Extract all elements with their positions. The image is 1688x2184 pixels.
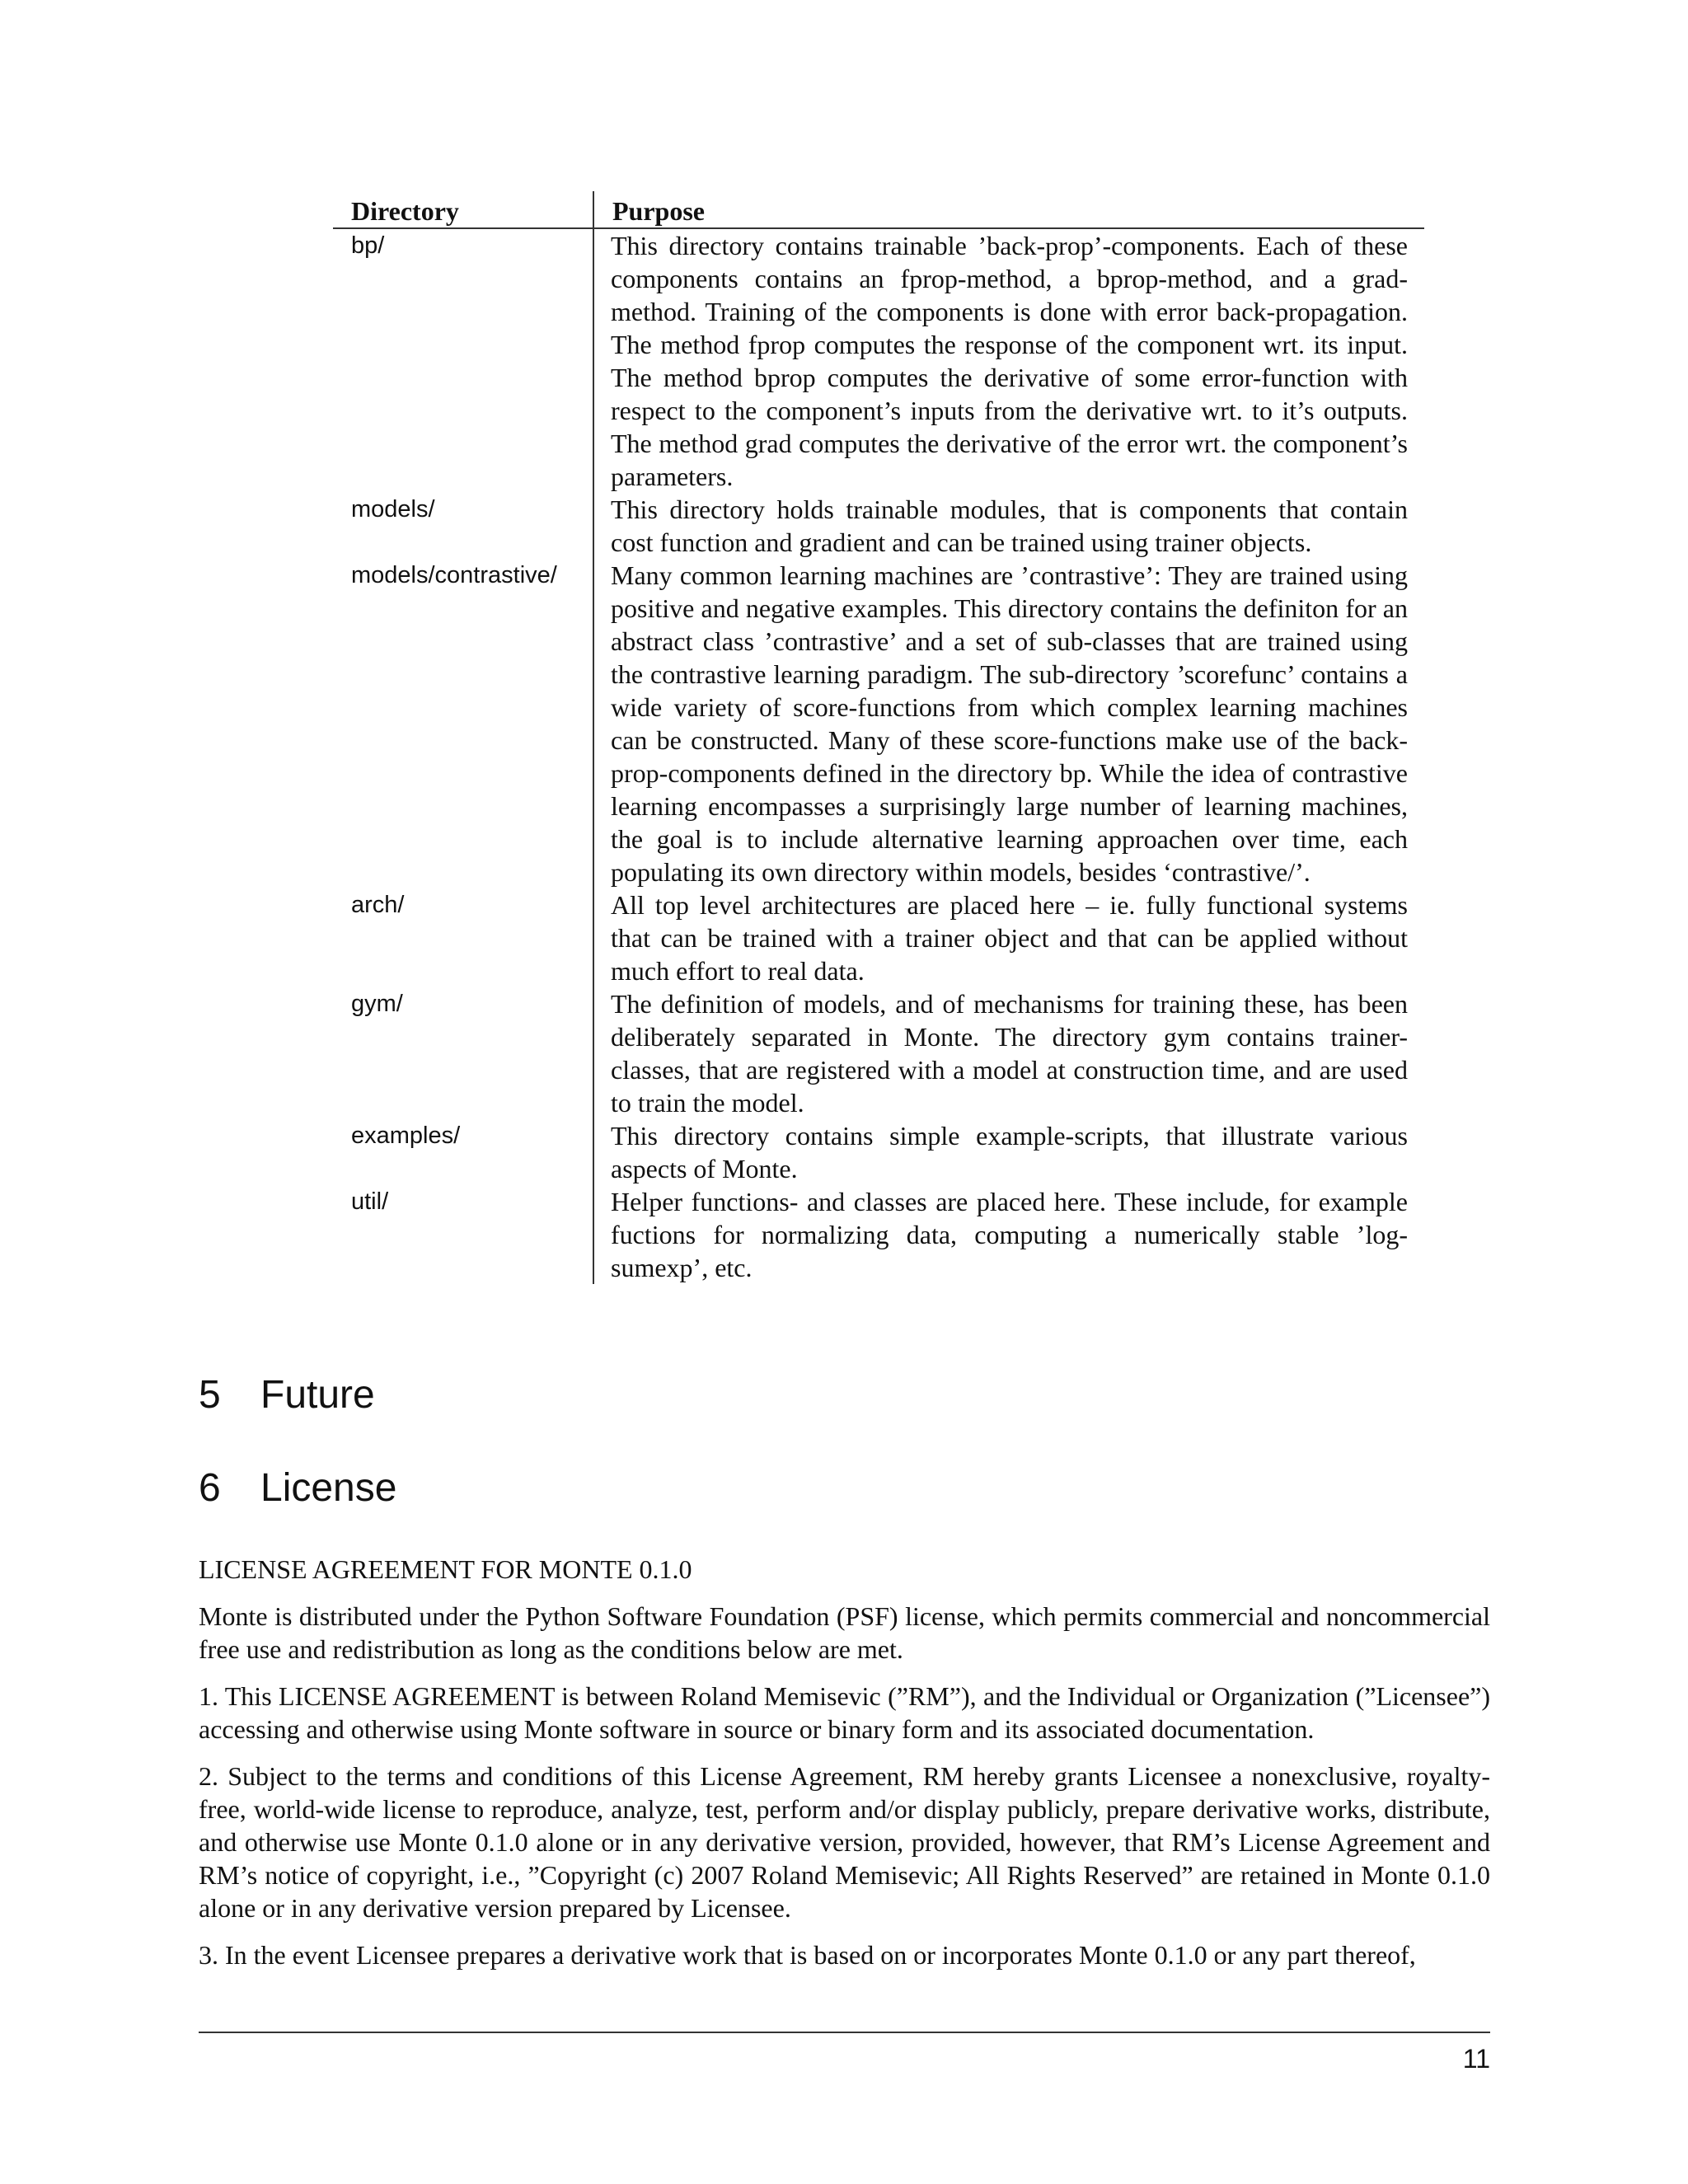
directory-table (333, 191, 1424, 1284)
directory-cell: util/ (351, 1188, 389, 1215)
section-number: 6 (199, 1466, 221, 1510)
purpose-cell: This directory contains simple example-scripts, that illustrate various aspects of Monte. (593, 1119, 1424, 1185)
directory-cell: bp/ (351, 232, 385, 259)
license-text (199, 1553, 1490, 1985)
table-row (333, 493, 1424, 559)
license-clause: 2. Subject to the terms and conditions of this License Agreement, RM hereby grants Licensee a nonexclusive, royalty-free, world-wide license to reproduce, analyze, test, perform and/or display publicly, prepare derivative works, distribute, and otherwise use Monte 0.1.0 alone or in any derivative version, provided, however, that RM’s License Agreement and RM’s notice of copyright, i.e., ”Copyright (c) 2007 Roland Memisevic; All Rights Reserved” are retained in Monte 0.1.0 alone or in any derivative version prepared by Licensee. (199, 1761, 1490, 1923)
purpose-cell: The definition of models, and of mechanisms for training these, has been deliberately separated in Monte. The directory gym contains trainer-classes, that are registered with a model at construction time, and are used to train the model. (593, 987, 1424, 1119)
table-row (333, 559, 1424, 888)
section-heading-future (199, 1372, 375, 1418)
license-title: LICENSE AGREEMENT FOR MONTE 0.1.0 (199, 1554, 692, 1584)
directory-cell: examples/ (351, 1122, 461, 1149)
header-purpose: Purpose (593, 191, 1424, 228)
directory-cell: models/contrastive/ (351, 562, 557, 588)
section-title: Future (260, 1373, 375, 1417)
footer-divider (199, 2032, 1490, 2033)
header-directory: Directory (351, 196, 459, 226)
license-clause: 1. This LICENSE AGREEMENT is between Roland Memisevic (”RM”), and the Individual or Organization (”Licensee”) accessing and otherwise using Monte software in source or binary form and its associated documentation. (199, 1681, 1490, 1744)
purpose-cell: Many common learning machines are ’contrastive’: They are trained using positive and negative examples. This directory contains the definiton for an abstract class ’contrastive’ and a set of sub-classes that are trained using the contrastive learning paradigm. The sub-directory ’scorefunc’ contains a wide variety of score-functions from which complex learning machines can be constructed. Many of these score-functions make use of the back-prop-components defined in the directory bp. While the idea of contrastive learning encompasses a surprisingly large number of learning machines, the goal is to include alternative learning approachen over time, each populating its own directory within models, besides ‘contrastive/’. (593, 559, 1424, 888)
table-row (333, 987, 1424, 1119)
directory-cell: arch/ (351, 892, 405, 918)
table-row (333, 228, 1424, 493)
page-number: 11 (1462, 2044, 1490, 2074)
section-number: 5 (199, 1373, 221, 1417)
directory-cell: gym/ (351, 991, 403, 1017)
section-heading-license (199, 1465, 396, 1511)
license-clause: 3. In the event Licensee prepares a derivative work that is based on or incorporates Monte 0.1.0 or any part thereof, (199, 1940, 1416, 1970)
purpose-cell: Helper functions- and classes are placed here. These include, for example fuctions for normalizing data, computing a numerically stable ’log-sumexp’, etc. (593, 1185, 1424, 1284)
table-row (333, 888, 1424, 987)
table-header-row (333, 191, 1424, 228)
table-row (333, 1185, 1424, 1284)
table-row (333, 1119, 1424, 1185)
section-title: License (260, 1466, 397, 1510)
license-intro: Monte is distributed under the Python Software Foundation (PSF) license, which permits commercial and noncommercial free use and redistribution as long as the conditions below are met. (199, 1601, 1490, 1664)
purpose-cell: This directory contains trainable ’back-prop’-components. Each of these components contains an fprop-method, a bprop-method, and a grad-method. Training of the components is done with error back-propagation. The method fprop computes the response of the component wrt. its input. The method bprop computes the derivative of some error-function with respect to the component’s inputs from the derivative wrt. to it’s outputs. The method grad computes the derivative of the error wrt. the component’s parameters. (593, 228, 1424, 493)
purpose-cell: This directory holds trainable modules, that is components that contain cost function and gradient and can be trained using trainer objects. (593, 493, 1424, 559)
directory-cell: models/ (351, 496, 435, 523)
purpose-cell: All top level architectures are placed here – ie. fully functional systems that can be trained with a trainer object and that can be applied without much effort to real data. (593, 888, 1424, 987)
